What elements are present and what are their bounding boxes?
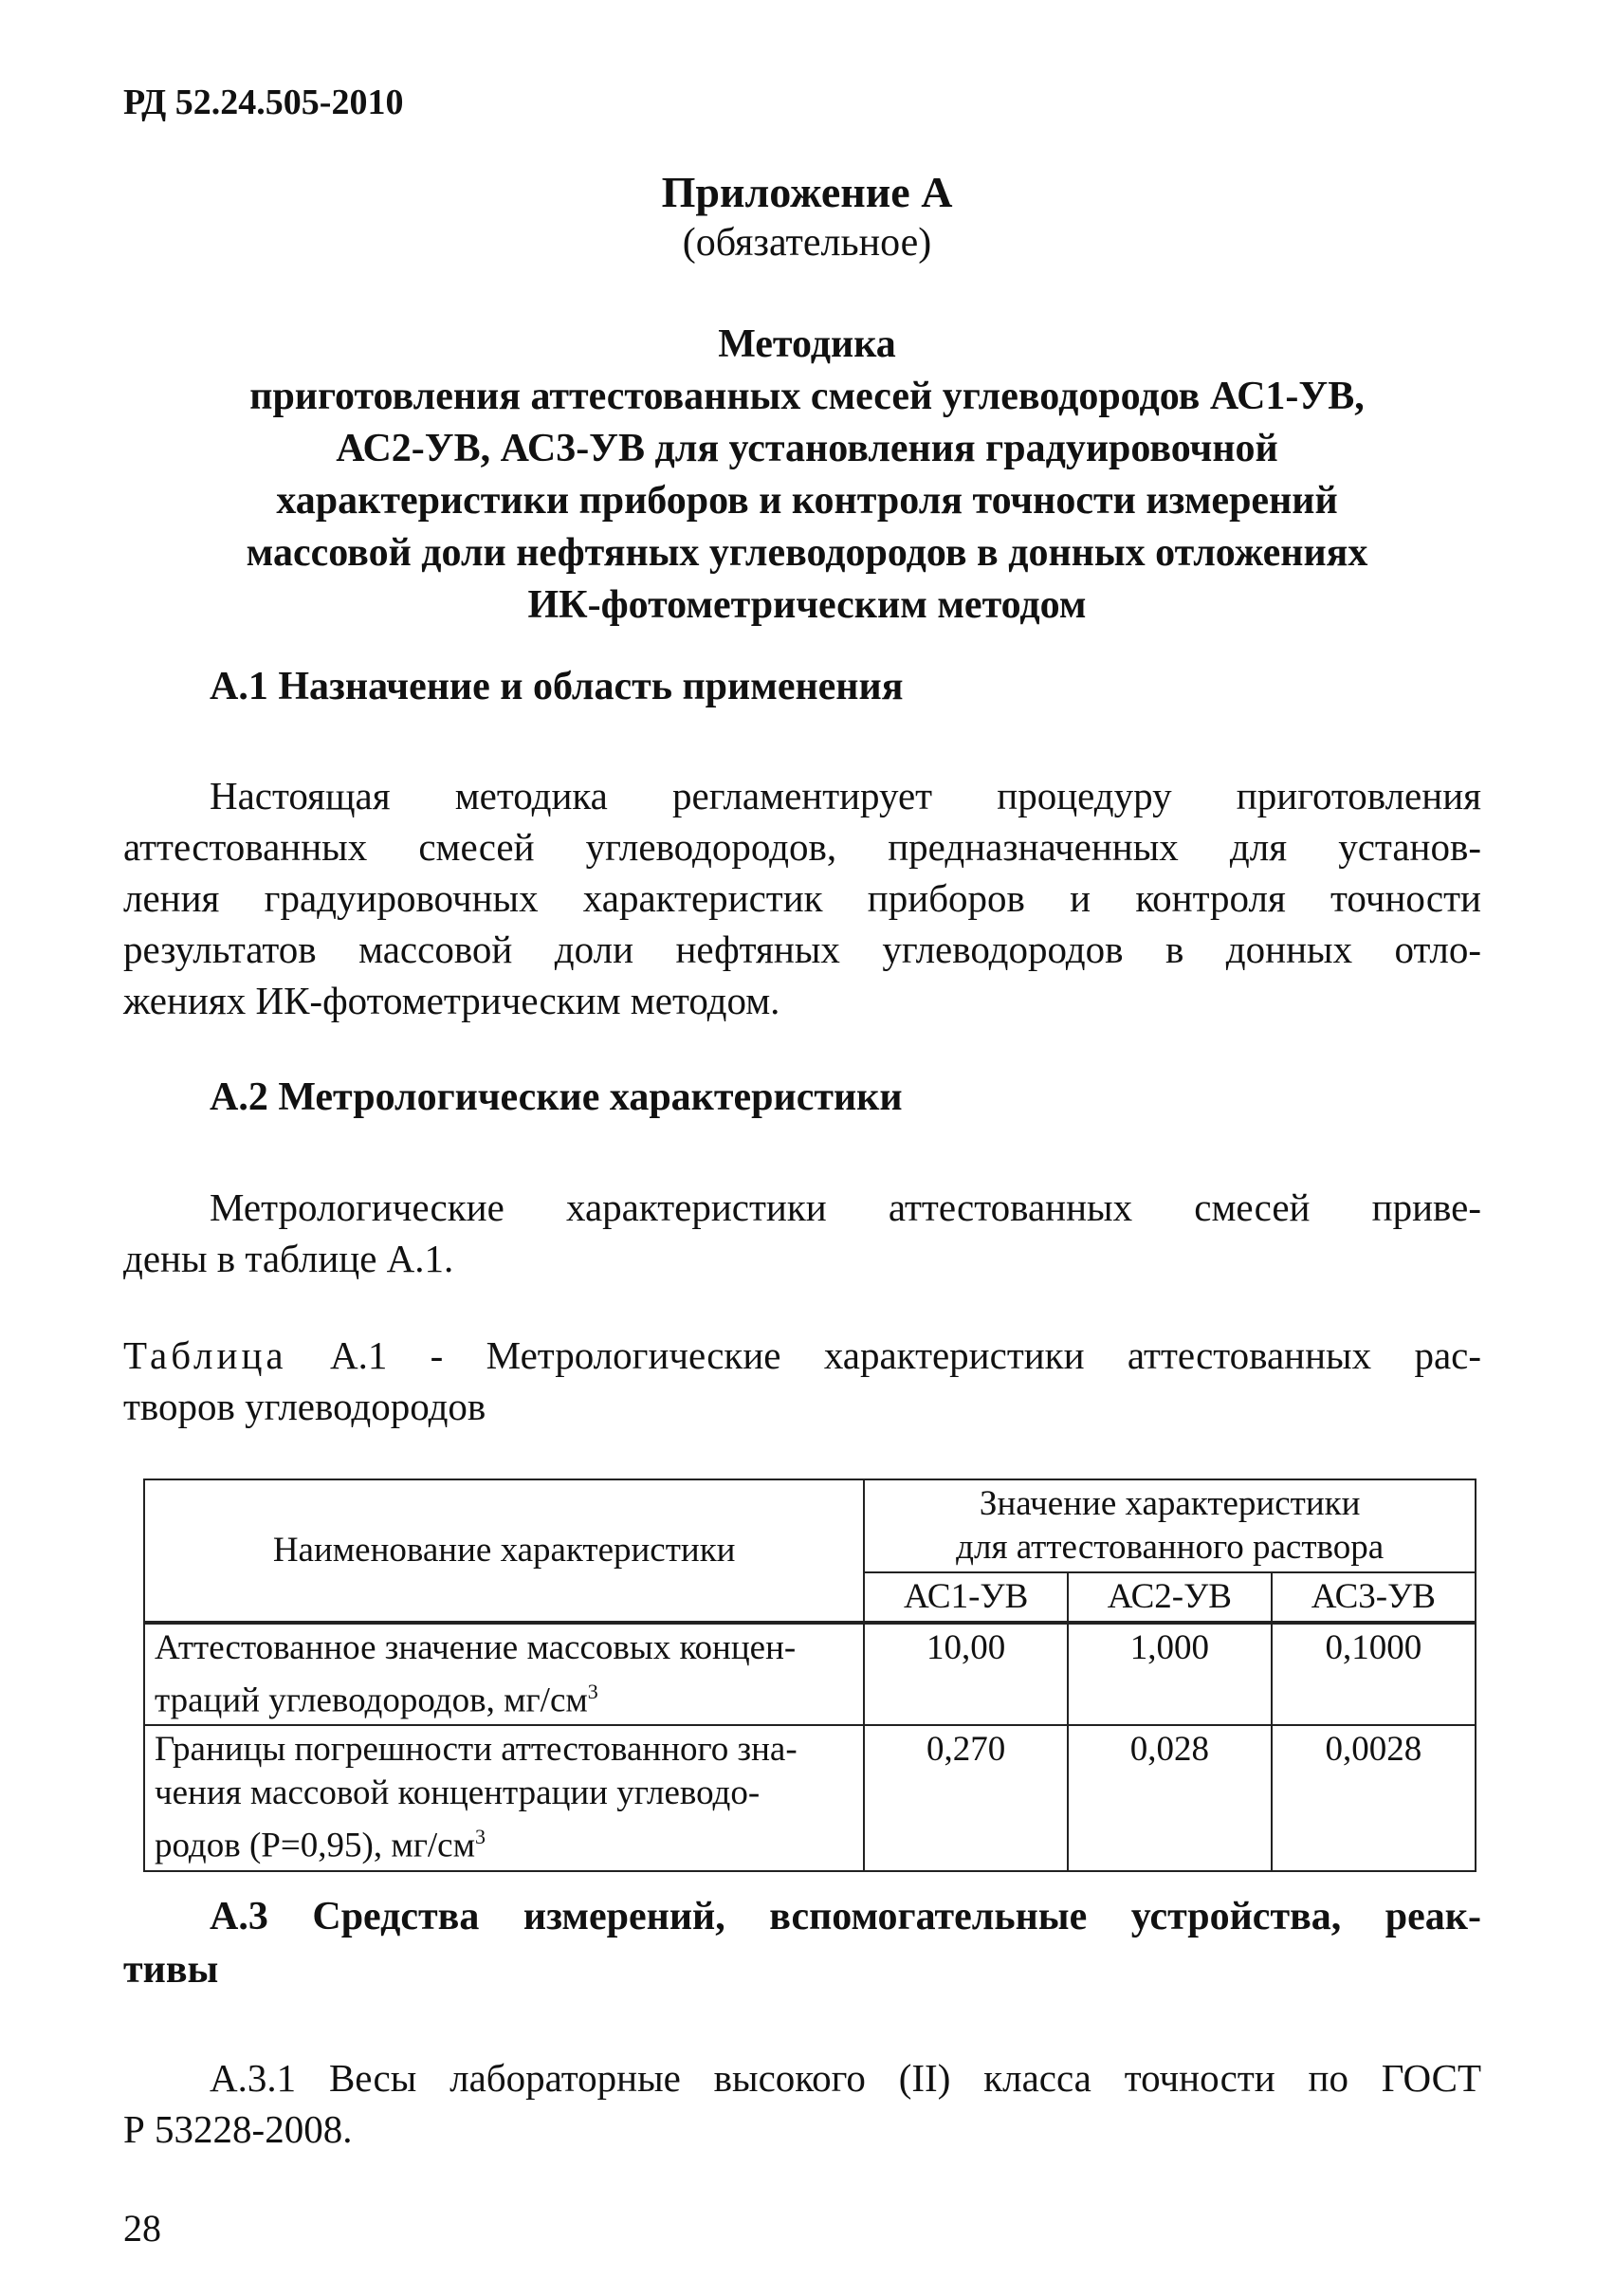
appendix-note: (обязательное): [682, 221, 932, 265]
column-header-name: Наименование характеристики: [144, 1479, 864, 1623]
cell-value: 0,0028: [1272, 1725, 1476, 1870]
row-name-line: чения массовой концентрации углеводо-: [155, 1773, 761, 1813]
cell-value: 0,028: [1068, 1725, 1272, 1870]
column-header-ac3: АС3-УВ: [1272, 1572, 1476, 1623]
table-row: [144, 1623, 1476, 1725]
section-a3-heading: [123, 1890, 1481, 1996]
group-header-line: для аттестованного раствора: [956, 1528, 1385, 1567]
paragraph-line: Р 53228-2008.: [123, 2107, 353, 2151]
table-caption-line: творов углеводородов: [123, 1385, 486, 1428]
heading-line: тивы: [123, 1948, 219, 1992]
row-name-text: родов (Р=0,95), мг/см: [155, 1826, 476, 1865]
superscript: 3: [587, 1680, 598, 1703]
document-code: РД 52.24.505-2010: [123, 83, 404, 122]
method-title-line: Методика: [718, 322, 896, 366]
method-title-line: характеристики приборов и контроля точности измерений: [276, 479, 1338, 523]
column-header-ac1: АС1-УВ: [864, 1572, 1068, 1623]
paragraph-line: Метрологические характеристики аттестованных смесей приве-: [210, 1185, 1481, 1229]
page-number: 28: [123, 2207, 161, 2250]
section-a3-paragraph: [123, 2052, 1481, 2155]
heading-line: А.3 Средства измерений, вспомогательные устройства, реак-: [210, 1895, 1481, 1938]
row-name-line: Аттестованное значение массовых концен-: [155, 1628, 797, 1667]
cell-value: 10,00: [864, 1623, 1068, 1725]
table-caption-text: А.1 - Метрологические характеристики аттестованных рас-: [329, 1333, 1481, 1377]
method-title-line: ИК-фотометрическим методом: [527, 583, 1087, 627]
section-a1-heading: А.1 Назначение и область применения: [210, 665, 904, 708]
paragraph-line: жениях ИК-фотометрическим методом.: [123, 979, 780, 1022]
group-header-line: Значение характеристики: [979, 1484, 1361, 1523]
paragraph-line: А.3.1 Весы лабораторные высокого (II) класса точности по ГОСТ: [210, 2056, 1481, 2100]
method-title: [0, 319, 1614, 632]
cell-value: 1,000: [1068, 1623, 1272, 1725]
column-header-ac2: АС2-УВ: [1068, 1572, 1272, 1623]
row-name-line: Границы погрешности аттестованного зна-: [155, 1730, 798, 1770]
paragraph-line: Настоящая методика регламентирует процедуру приготовления: [210, 774, 1481, 817]
section-a2-paragraph: [123, 1182, 1481, 1284]
table-caption: [123, 1330, 1481, 1432]
table-caption-line: [123, 1330, 1481, 1381]
row-name-line: [155, 1670, 853, 1722]
method-title-line: приготовления аттестованных смесей углеводородов АС1-УВ,: [249, 375, 1365, 418]
appendix-title: Приложение А: [661, 168, 953, 216]
section-a2-heading: А.2 Метрологические характеристики: [210, 1075, 903, 1119]
table-row: [144, 1725, 1476, 1870]
paragraph-line: ления градуировочных характеристик приборов и контроля точности: [123, 876, 1481, 920]
method-title-line: массовой доли нефтяных углеводородов в донных отложениях: [246, 531, 1368, 575]
table-caption-label: Таблица: [123, 1333, 287, 1377]
column-group-header: [864, 1479, 1476, 1572]
paragraph-line: результатов массовой доли нефтяных углеводородов в донных отло-: [123, 928, 1481, 971]
paragraph-line: дены в таблице А.1.: [123, 1237, 454, 1280]
method-title-line: АС2-УВ, АС3-УВ для установления градуировочной: [336, 427, 1278, 470]
paragraph-line: аттестованных смесей углеводородов, предназначенных для установ-: [123, 825, 1481, 869]
cell-value: 0,1000: [1272, 1623, 1476, 1725]
metrological-table: [143, 1479, 1476, 1872]
row-name-line: [155, 1815, 853, 1867]
row-name-text: траций углеводородов, мг/см: [155, 1681, 588, 1720]
row-name: [144, 1725, 864, 1870]
cell-value: 0,270: [864, 1725, 1068, 1870]
section-a1-paragraph: [123, 770, 1481, 1026]
superscript: 3: [475, 1825, 486, 1849]
row-name: [144, 1623, 864, 1725]
table-header-row: [144, 1479, 1476, 1572]
